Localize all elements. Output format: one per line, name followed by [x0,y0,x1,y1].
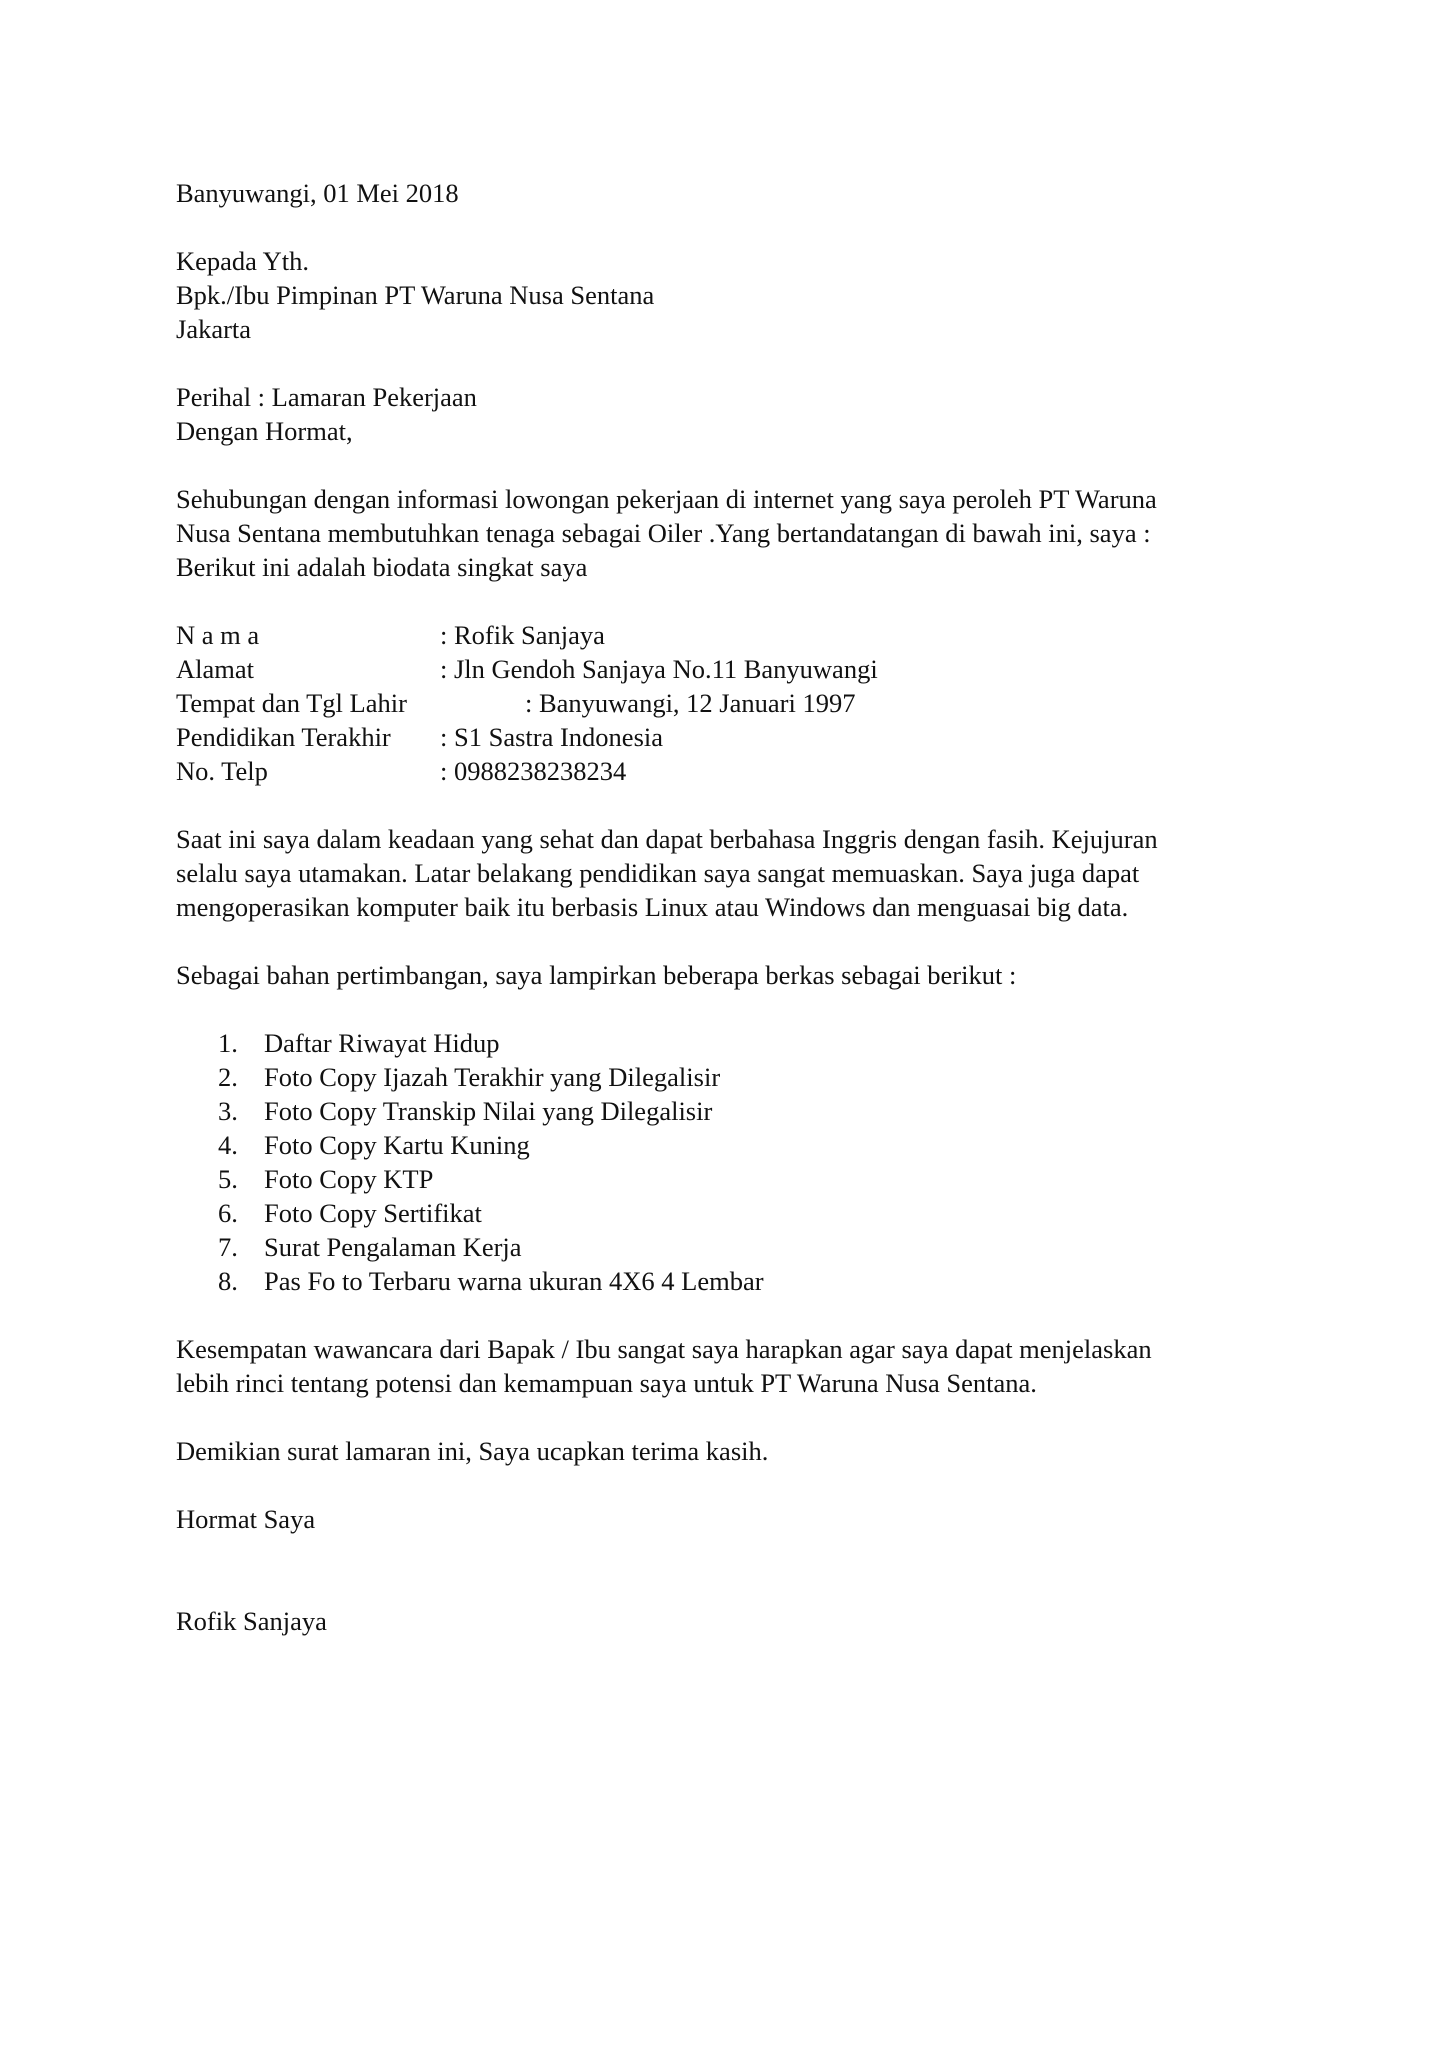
list-item-number: 1. [218,1028,238,1058]
list-item-number: 4. [218,1130,238,1160]
letter-date: Banyuwangi, 01 Mei 2018 [176,178,459,208]
list-item [176,1196,1276,1230]
list-item [176,1094,1276,1128]
biodata-row [176,652,1276,686]
paragraph-line: mengoperasikan komputer baik itu berbasis Linux atau Windows dan menguasai big data. [176,892,1129,922]
recipient-line: Bpk./Ibu Pimpinan PT Waruna Nusa Sentana [176,280,655,310]
letter-body [176,176,1276,1638]
list-item [176,1128,1276,1162]
list-item-text: Daftar Riwayat Hidup [264,1028,500,1058]
paragraph-line: Nusa Sentana membutuhkan tenaga sebagai Oiler .Yang bertandatangan di bawah ini, saya : [176,518,1151,548]
signature-name: Rofik Sanjaya [176,1606,327,1636]
list-item-text: Pas Fo to Terbaru warna ukuran 4X6 4 Lembar [264,1266,764,1296]
list-item-text: Foto Copy Sertifikat [264,1198,482,1228]
list-item [176,1264,1276,1298]
intro-paragraph [176,482,1276,584]
attachments-intro: Sebagai bahan pertimbangan, saya lampirkan beberapa berkas sebagai berikut : [176,960,1017,990]
list-item-text: Foto Copy KTP [264,1164,434,1194]
paragraph-line: selalu saya utamakan. Latar belakang pendidikan saya sangat memuaskan. Saya juga dapat [176,858,1140,888]
recipient-block [176,244,1276,346]
list-item-text: Foto Copy Transkip Nilai yang Dilegalisir [264,1096,713,1126]
biodata-row [176,720,1276,754]
paragraph-line: Saat ini saya dalam keadaan yang sehat dan dapat berbahasa Inggris dengan fasih. Kejujuran [176,824,1158,854]
list-item-text: Foto Copy Ijazah Terakhir yang Dilegalisir [264,1062,721,1092]
list-item-number: 5. [218,1164,238,1194]
recipient-line: Kepada Yth. [176,246,309,276]
biodata-row [176,686,1276,720]
skills-paragraph [176,822,1276,924]
biodata-row [176,754,1276,788]
biodata-value: : Rofik Sanjaya [440,620,605,650]
paragraph-line: Sehubungan dengan informasi lowongan pekerjaan di internet yang saya peroleh PT Waruna [176,484,1157,514]
list-item-text: Foto Copy Kartu Kuning [264,1130,530,1160]
letter-salutation: Dengan Hormat, [176,416,353,446]
list-item-number: 6. [218,1198,238,1228]
list-item [176,1026,1276,1060]
list-item-text: Surat Pengalaman Kerja [264,1232,522,1262]
biodata-row [176,618,1276,652]
attachments-list [176,1026,1276,1298]
closing-paragraph [176,1332,1276,1400]
thanks-line: Demikian surat lamaran ini, Saya ucapkan terima kasih. [176,1436,769,1466]
list-item [176,1162,1276,1196]
regards-line: Hormat Saya [176,1504,316,1534]
biodata-value: : 0988238238234 [440,756,627,786]
list-item-number: 2. [218,1062,238,1092]
biodata-value: : Jln Gendoh Sanjaya No.11 Banyuwangi [440,654,878,684]
biodata-table [176,618,1276,788]
biodata-value: : Banyuwangi, 12 Januari 1997 [525,688,856,718]
list-item [176,1230,1276,1264]
biodata-label: Pendidikan Terakhir [176,722,391,752]
list-item-number: 3. [218,1096,238,1126]
biodata-label: Alamat [176,654,254,684]
list-item-number: 7. [218,1232,238,1262]
paragraph-line: Kesempatan wawancara dari Bapak / Ibu sangat saya harapkan agar saya dapat menjelaskan [176,1334,1152,1364]
paragraph-line: lebih rinci tentang potensi dan kemampuan saya untuk PT Waruna Nusa Sentana. [176,1368,1037,1398]
biodata-label: Tempat dan Tgl Lahir [176,688,407,718]
biodata-label: No. Telp [176,756,268,786]
paragraph-line: Berikut ini adalah biodata singkat saya [176,552,588,582]
list-item-number: 8. [218,1266,238,1296]
biodata-label: N a m a [176,620,260,650]
biodata-value: : S1 Sastra Indonesia [440,722,664,752]
recipient-line: Jakarta [176,314,252,344]
letter-subject: Perihal : Lamaran Pekerjaan [176,382,477,412]
list-item [176,1060,1276,1094]
